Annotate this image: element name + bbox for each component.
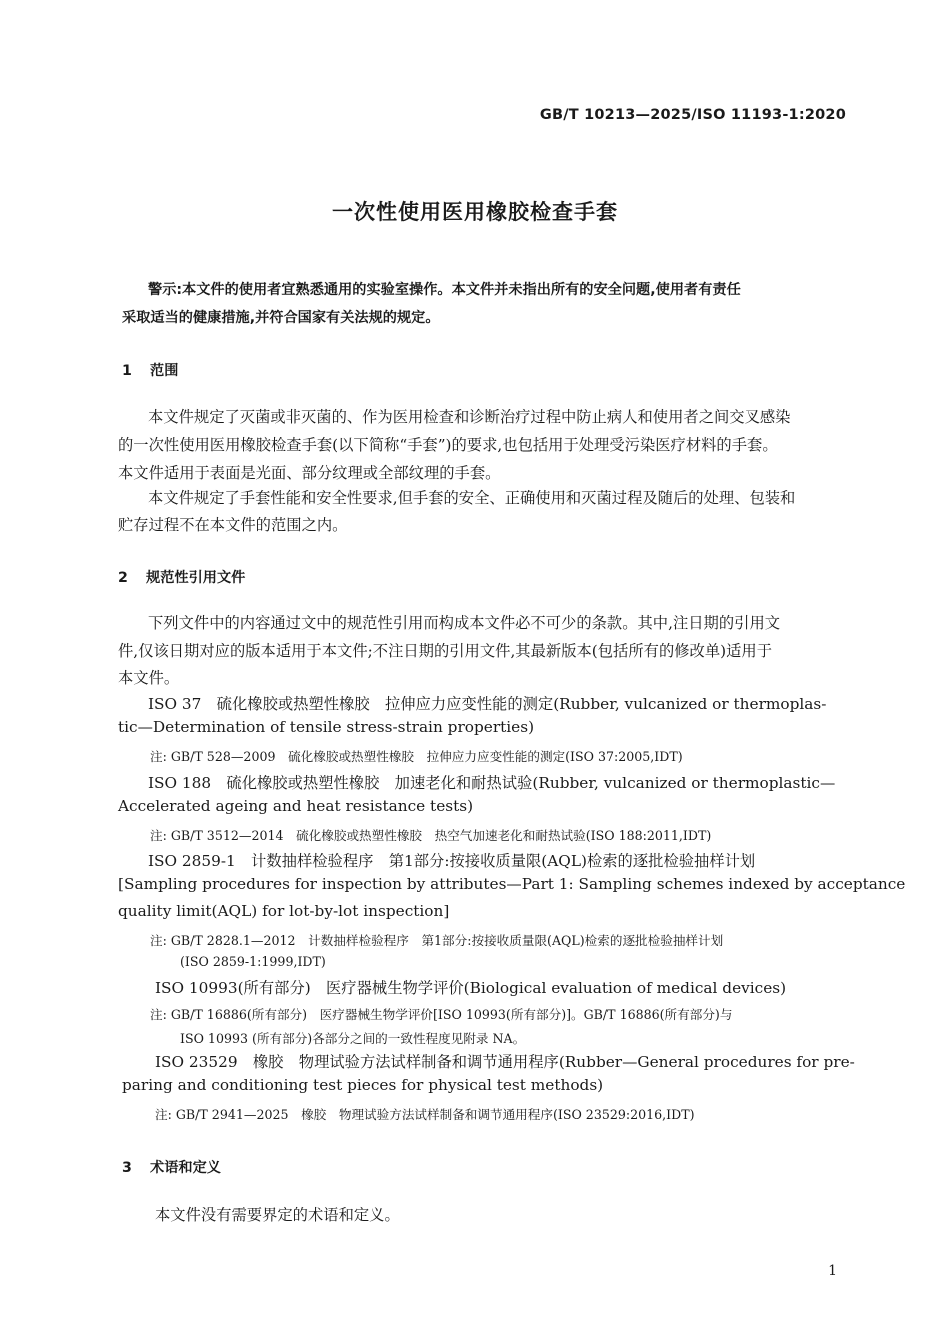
standard-number-header: GB/T 10213—2025/ISO 11193-1:2020 bbox=[539, 107, 846, 123]
reference-iso-2859-1: ISO 2859-1 计数抽样检验程序 第1部分:按接收质量限(AQL)检索的逐批检验抽样计划 bbox=[148, 852, 756, 870]
reference-note: 注: GB/T 16886(所有部分) 医疗器械生物学评价[ISO 10993(所有部分)]。GB/T 16886(所有部分)与 bbox=[150, 1007, 733, 1022]
section-3-title: 术语和定义 bbox=[150, 1160, 221, 1176]
section-1-number: 1 bbox=[122, 363, 132, 379]
reference-iso-10993: ISO 10993(所有部分) 医疗器械生物学评价(Biological evaluation of medical devices) bbox=[155, 979, 787, 997]
reference-iso-37: ISO 37 硫化橡胶或热塑性橡胶 拉伸应力应变性能的测定(Rubber, vulcanized or thermoplas- bbox=[148, 695, 827, 713]
reference-iso-23529-cont: paring and conditioning test pieces for physical test methods) bbox=[122, 1076, 604, 1094]
document-title: 一次性使用医用橡胶检查手套 bbox=[332, 200, 618, 224]
warning-line-2: 采取适当的健康措施,并符合国家有关法规的规定。 bbox=[122, 310, 440, 326]
section-2-intro-line: 件,仅该日期对应的版本适用于本文件;不注日期的引用文件,其最新版本(包括所有的修改单)适用于 bbox=[118, 642, 772, 660]
section-1-line: 本文件规定了灭菌或非灭菌的、作为医用检查和诊断治疗过程中防止病人和使用者之间交叉感染 bbox=[148, 408, 791, 426]
page-number: 1 bbox=[828, 1263, 837, 1279]
reference-iso-37-cont: tic—Determination of tensile stress-strain properties) bbox=[118, 718, 535, 736]
warning-line-1: 警示:本文件的使用者宜熟悉通用的实验室操作。本文件并未指出所有的安全问题,使用者有责任 bbox=[148, 282, 741, 298]
section-1-line: 本文件规定了手套性能和安全性要求,但手套的安全、正确使用和灭菌过程及随后的处理、包装和 bbox=[148, 489, 796, 507]
reference-note-cont: (ISO 2859-1:1999,IDT) bbox=[180, 954, 326, 969]
section-2-heading bbox=[118, 567, 245, 587]
reference-note: 注: GB/T 3512—2014 硫化橡胶或热塑性橡胶 热空气加速老化和耐热试验(ISO 188:2011,IDT) bbox=[150, 828, 712, 843]
section-3-line: 本文件没有需要界定的术语和定义。 bbox=[155, 1206, 400, 1224]
reference-note: 注: GB/T 2828.1—2012 计数抽样检验程序 第1部分:按接收质量限(AQL)检索的逐批检验抽样计划 bbox=[150, 933, 724, 948]
section-1-line: 贮存过程不在本文件的范围之内。 bbox=[118, 516, 348, 534]
section-1-line: 本文件适用于表面是光面、部分纹理或全部纹理的手套。 bbox=[118, 464, 501, 482]
section-1-line: 的一次性使用医用橡胶检查手套(以下简称“手套”)的要求,也包括用于处理受污染医疗材料的手套。 bbox=[118, 436, 778, 454]
section-3-number: 3 bbox=[122, 1160, 132, 1176]
section-3-heading bbox=[122, 1157, 221, 1177]
reference-note-cont: ISO 10993 (所有部分)各部分之间的一致性程度见附录 NA。 bbox=[180, 1031, 526, 1046]
reference-iso-2859-1-cont: quality limit(AQL) for lot-by-lot inspection] bbox=[118, 902, 450, 920]
reference-iso-23529: ISO 23529 橡胶 物理试验方法试样制备和调节通用程序(Rubber—General procedures for pre- bbox=[155, 1053, 855, 1071]
section-2-intro-line: 本文件。 bbox=[118, 669, 180, 687]
section-2-intro-line: 下列文件中的内容通过文中的规范性引用而构成本文件必不可少的条款。其中,注日期的引用文 bbox=[148, 614, 781, 632]
section-1-heading bbox=[122, 360, 178, 380]
reference-iso-188-cont: Accelerated ageing and heat resistance tests) bbox=[118, 797, 474, 815]
section-1-title: 范围 bbox=[150, 363, 179, 379]
reference-note: 注: GB/T 528—2009 硫化橡胶或热塑性橡胶 拉伸应力应变性能的测定(ISO 37:2005,IDT) bbox=[150, 749, 683, 764]
reference-note: 注: GB/T 2941—2025 橡胶 物理试验方法试样制备和调节通用程序(ISO 23529:2016,IDT) bbox=[155, 1107, 695, 1122]
reference-iso-188: ISO 188 硫化橡胶或热塑性橡胶 加速老化和耐热试验(Rubber, vulcanized or thermoplastic— bbox=[148, 774, 836, 792]
section-2-title: 规范性引用文件 bbox=[146, 570, 246, 586]
reference-iso-2859-1-cont: [Sampling procedures for inspection by attributes—Part 1: Sampling schemes indexed by acceptance bbox=[118, 875, 906, 893]
section-2-number: 2 bbox=[118, 570, 128, 586]
